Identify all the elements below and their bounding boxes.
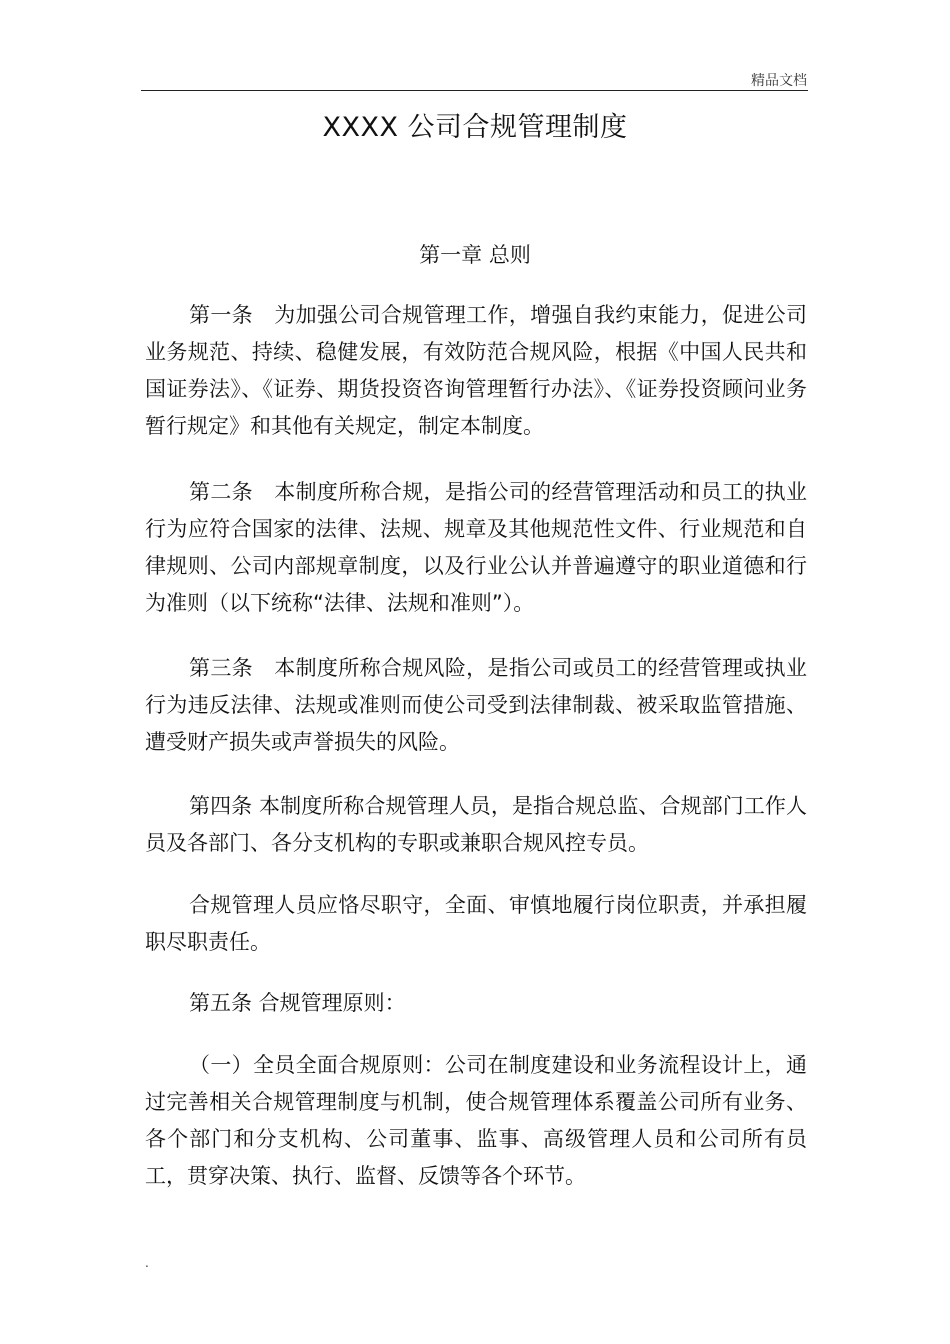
article-1-paragraph: 第一条 为加强公司合规管理工作，增强自我约束能力，促进公司业务规范、持续、稳健发展，有效防范合规风险，根据《中国人民共和国证券法》、《证券、期货投资咨询管理暂行办法》、《证券投资顾问业务暂行规定》和其他有关规定，制定本制度。 [145,303,807,438]
article-4-paragraph: 第四条 本制度所称合规管理人员，是指合规总监、合规部门工作人员及各部门、各分支机构的专职或兼职合规风控专员。 [145,794,807,855]
article-4-duty-paragraph: 合规管理人员应恪尽职守，全面、审慎地履行岗位职责，并承担履职尽职责任。 [145,893,807,954]
article-3-paragraph: 第三条 本制度所称合规风险，是指公司或员工的经营管理或执业行为违反法律、法规或准则而使公司受到法律制裁、被采取监管措施、遭受财产损失或声誉损失的风险。 [145,656,807,754]
footer-mark: . [145,1256,149,1270]
principle-1-paragraph: （一）全员全面合规原则：公司在制度建设和业务流程设计上，通过完善相关合规管理制度与机制，使合规管理体系覆盖公司所有业务、各个部门和分支机构、公司董事、监事、高级管理人员和公司所有员工，贯穿决策、执行、监督、反馈等各个环节。 [145,1053,807,1188]
chapter-heading: 第一章 总则 [419,243,531,267]
header-divider [141,90,808,91]
article-2-paragraph: 第二条 本制度所称合规，是指公司的经营管理活动和员工的执业行为应符合国家的法律、法规、规章及其他规范性文件、行业规范和自律规则、公司内部规章制度，以及行业公认并普遍遵守的职业道德和行为准则（以下统称“法律、法规和准则”）。 [145,480,807,615]
article-5-paragraph: 第五条 合规管理原则： [189,991,406,1015]
document-title: XXXX 公司合规管理制度 [322,112,628,143]
header-label: 精品文档 [751,73,807,89]
